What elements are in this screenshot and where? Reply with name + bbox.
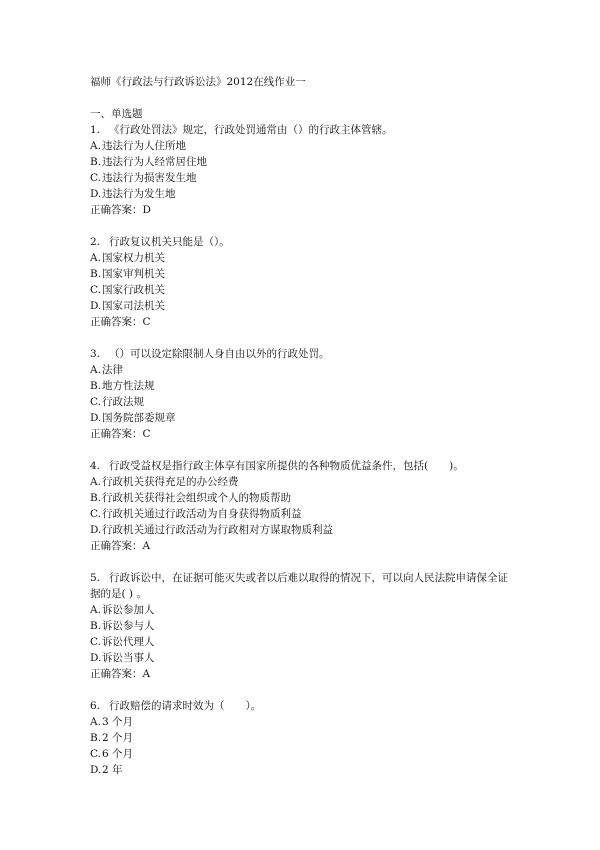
option-text: 诉讼当事人	[102, 652, 155, 664]
option-text: 国家司法机关	[102, 300, 165, 312]
option-letter: D.	[90, 412, 102, 424]
question-6	[90, 698, 530, 778]
question-stem	[90, 234, 530, 250]
correct-answer	[90, 314, 530, 330]
option-letter: D.	[90, 764, 102, 776]
option-text: 行政机关通过行政活动为行政相对方谋取物质利益	[102, 524, 333, 536]
option-text: 诉讼参与人	[102, 620, 155, 632]
question-text: （）可以设定除限制人身自由以外的行政处罚。	[109, 348, 330, 360]
option-letter: C.	[90, 748, 101, 760]
option-letter: B.	[90, 156, 102, 168]
option-c	[90, 394, 530, 410]
question-text: 行政诉讼中，在证据可能灭失或者以后难以取得的情况下，可以向人民法院申请保全证	[109, 572, 508, 584]
option-text: 2 个月	[102, 732, 134, 744]
option-letter: C.	[90, 508, 101, 520]
option-letter: A.	[90, 364, 101, 376]
option-letter: C.	[90, 172, 101, 184]
option-text: 法律	[102, 364, 123, 376]
question-stem-continuation: 据的是( ) 。	[90, 588, 147, 600]
correct-answer	[90, 426, 530, 442]
option-text: 诉讼代理人	[102, 636, 155, 648]
option-text: 违法行为损害发生地	[102, 172, 197, 184]
answer-value: D	[142, 204, 151, 216]
option-text: 国务院部委规章	[102, 412, 176, 424]
option-a	[90, 602, 530, 618]
question-text: 《行政处罚法》规定，行政处罚通常由（）的行政主体管辖。	[109, 124, 393, 136]
option-letter: B.	[90, 620, 102, 632]
question-1	[90, 122, 530, 218]
question-number: 1.	[90, 124, 101, 136]
option-letter: A.	[90, 716, 101, 728]
option-a	[90, 250, 530, 266]
option-text: 行政机关获得充足的办公经费	[102, 476, 239, 488]
answer-prefix: 正确答案：	[90, 204, 143, 216]
question-5	[90, 570, 530, 682]
option-a	[90, 714, 530, 730]
document-page	[90, 74, 530, 778]
question-2	[90, 234, 530, 330]
option-d	[90, 298, 530, 314]
option-letter: A.	[90, 252, 101, 264]
question-4	[90, 458, 530, 554]
answer-value: A	[142, 668, 151, 680]
question-stem	[90, 698, 530, 714]
question-stem	[90, 570, 530, 586]
option-d	[90, 650, 530, 666]
option-text: 6 个月	[102, 748, 134, 760]
option-letter: D.	[90, 652, 102, 664]
option-text: 违法行为发生地	[102, 188, 176, 200]
option-letter: B.	[90, 492, 102, 504]
question-number: 2.	[90, 236, 101, 248]
question-text: 行政受益权是指行政主体享有国家所提供的各种物质优益条件，包括( )。	[109, 460, 464, 472]
correct-answer	[90, 666, 530, 682]
option-letter: D.	[90, 524, 102, 536]
option-text: 地方性法规	[102, 380, 155, 392]
section-heading: 一、单选题	[90, 108, 143, 120]
option-a	[90, 362, 530, 378]
option-d	[90, 522, 530, 538]
answer-prefix: 正确答案：	[90, 428, 143, 440]
option-c	[90, 746, 530, 762]
question-3	[90, 346, 530, 442]
option-text: 违法行为人住所地	[102, 140, 186, 152]
option-letter: B.	[90, 732, 102, 744]
option-b	[90, 154, 530, 170]
option-text: 2 年	[102, 764, 123, 776]
option-c	[90, 282, 530, 298]
option-c	[90, 634, 530, 650]
option-text: 诉讼参加人	[102, 604, 155, 616]
option-letter: D.	[90, 300, 102, 312]
option-c	[90, 170, 530, 186]
correct-answer	[90, 202, 530, 218]
option-letter: A.	[90, 476, 101, 488]
option-d	[90, 410, 530, 426]
option-b	[90, 730, 530, 746]
answer-value: C	[142, 428, 151, 440]
option-text: 行政机关通过行政活动为自身获得物质利益	[102, 508, 302, 520]
option-letter: D.	[90, 188, 102, 200]
answer-prefix: 正确答案：	[90, 668, 143, 680]
option-b	[90, 490, 530, 506]
option-d	[90, 762, 530, 778]
option-a	[90, 138, 530, 154]
option-b	[90, 378, 530, 394]
option-letter: B.	[90, 268, 102, 280]
question-number: 5.	[90, 572, 101, 584]
option-letter: A.	[90, 140, 101, 152]
question-text: 行政复议机关只能是（）。	[109, 236, 230, 248]
question-stem	[90, 122, 530, 138]
document-title: 福师《行政法与行政诉讼法》2012在线作业一	[90, 76, 306, 88]
option-text: 违法行为人经常居住地	[102, 156, 207, 168]
question-text: 行政赔偿的请求时效为（ ）。	[109, 700, 262, 712]
answer-prefix: 正确答案：	[90, 316, 143, 328]
option-a	[90, 474, 530, 490]
option-text: 3 个月	[102, 716, 134, 728]
answer-value: A	[142, 540, 151, 552]
option-letter: C.	[90, 636, 101, 648]
answer-prefix: 正确答案：	[90, 540, 143, 552]
option-c	[90, 506, 530, 522]
question-stem	[90, 458, 530, 474]
option-text: 国家权力机关	[102, 252, 165, 264]
option-letter: C.	[90, 284, 101, 296]
option-b	[90, 618, 530, 634]
option-letter: B.	[90, 380, 102, 392]
option-letter: A.	[90, 604, 101, 616]
option-text: 国家审判机关	[102, 268, 165, 280]
question-stem	[90, 346, 530, 362]
option-text: 行政法规	[102, 396, 144, 408]
question-number: 6.	[90, 700, 101, 712]
option-text: 行政机关获得社会组织或个人的物质帮助	[102, 492, 291, 504]
question-number: 3.	[90, 348, 101, 360]
answer-value: C	[142, 316, 151, 328]
question-number: 4.	[90, 460, 101, 472]
correct-answer	[90, 538, 530, 554]
option-d	[90, 186, 530, 202]
option-letter: C.	[90, 396, 101, 408]
option-text: 国家行政机关	[102, 284, 165, 296]
option-b	[90, 266, 530, 282]
